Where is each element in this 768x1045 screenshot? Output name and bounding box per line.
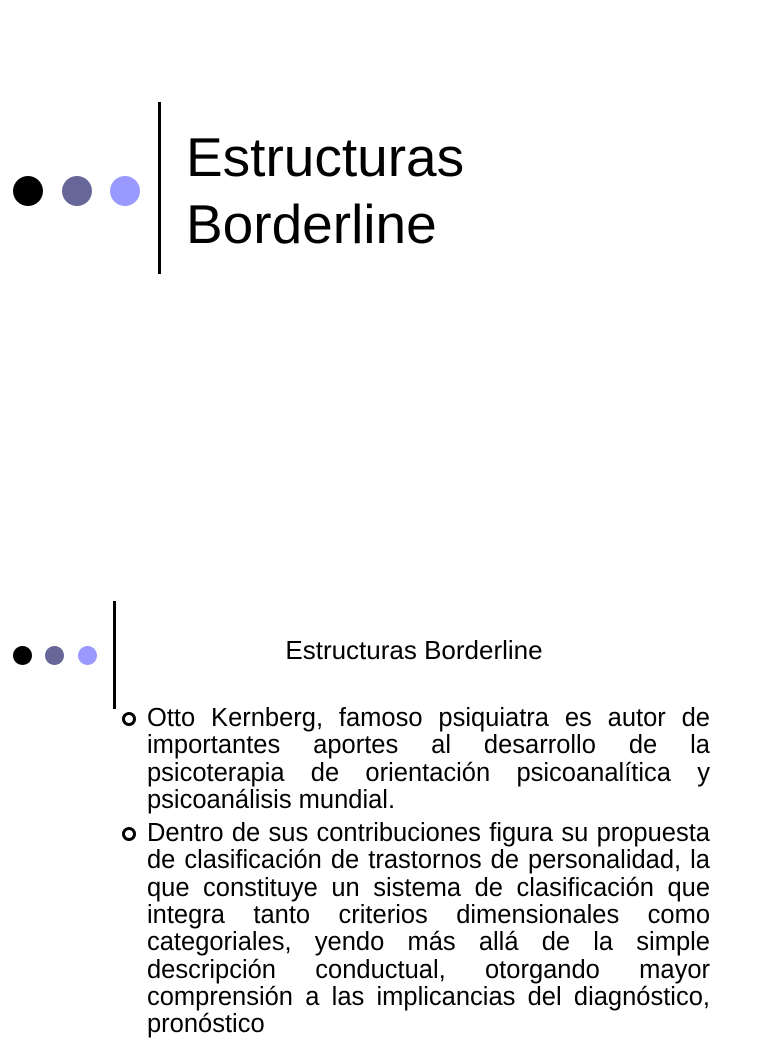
hollow-circle-bullet-icon: [122, 827, 136, 841]
black-dot-icon: [13, 176, 43, 206]
lavender-dot-icon: [110, 176, 140, 206]
list-item-text: Dentro de sus contribuciones figura su propuesta de clasificación de trastornos de personalidad, la que constituye un sistema de clasificación que integra tanto criterios dimensionales como categoriales, yendo más allá de la simple descripción conductual, otorgando mayor comprensión a las implicancias del diagnóstico, pronóstico: [147, 819, 710, 1039]
slide-title: [186, 124, 726, 258]
content-slide-title: Estructuras Borderline: [285, 635, 543, 665]
slate-dot-icon: [62, 176, 92, 206]
black-dot-icon: [13, 646, 32, 665]
list-item: [120, 705, 710, 814]
lavender-dot-icon: [78, 646, 97, 665]
content-slide: [0, 560, 768, 1039]
slate-dot-icon: [45, 646, 64, 665]
hollow-circle-bullet-icon: [122, 712, 136, 726]
vertical-divider: [158, 102, 161, 274]
vertical-divider: [113, 601, 116, 709]
bullet-list: [120, 705, 710, 1045]
slide-title-line-1: Estructuras: [186, 126, 465, 188]
list-item: [120, 820, 710, 1038]
list-item-text: Otto Kernberg, famoso psiquiatra es autor de importantes aportes al desarrollo de la psicoterapia de orientación psicoanalítica y psicoanálisis mundial.: [147, 704, 710, 814]
slide-title-line-2: Borderline: [186, 193, 437, 255]
